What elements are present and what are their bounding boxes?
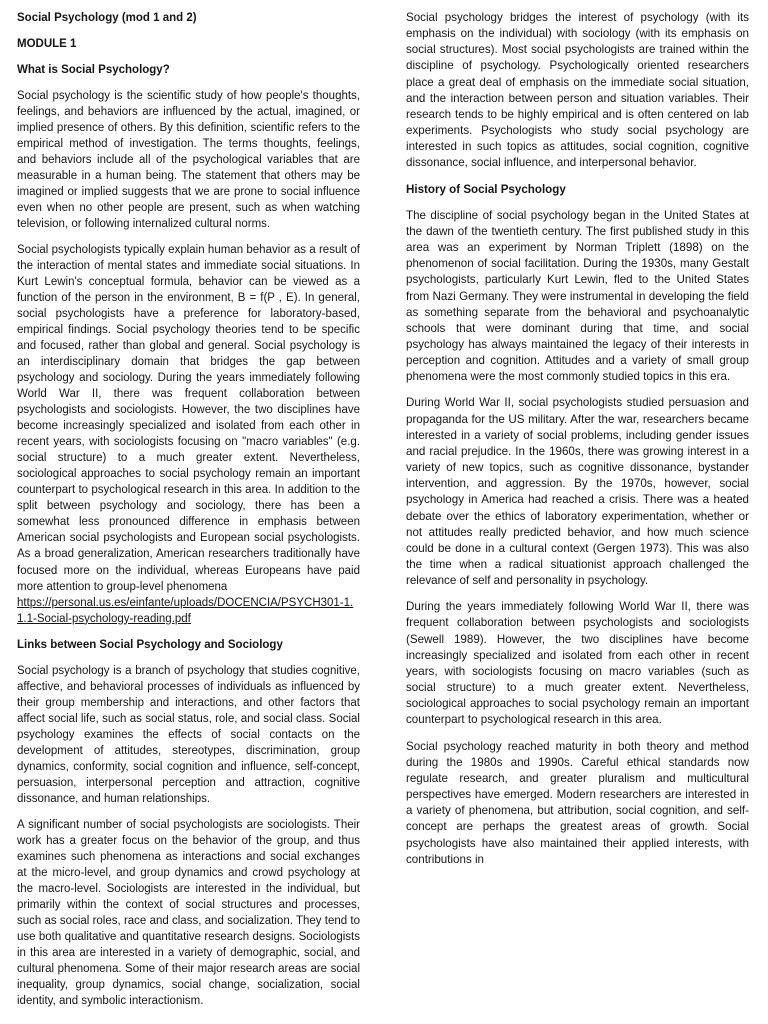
section-heading-what-is: What is Social Psychology? (17, 64, 170, 77)
history-paragraph-2: During World War II, social psychologists studied persuasion and propaganda for the US military. After the war, researchers became interested in a variety of social problems, including gender issues and racial prejudice. In the 1960s, there was growing interest in a variety of new topics, such as cognitive dissonance, bystander intervention, and aggression. By the 1970s, however, social psychology in America had reached a crisis. There was a heated debate over the ethics of laboratory experimentation, whether or not attitudes really predicted behavior, and how much science could be done in a cultural context (Gergen 1973). This was also the time when a radical situationist approach challenged the relevance of self and personality in psychology. (406, 396, 749, 588)
history-paragraph-3: During the years immediately following World War II, there was frequent collaboration between psychologists and sociologists (Sewell 1989). However, the two disciplines have become increasingly specialized and isolated from each other in recent years, with sociologists focusing on macro variables (such as social structure) to a much greater extent. Nevertheless, sociological approaches to social psychology remain an important counterpart to psychological research in this area. (406, 600, 749, 727)
reference-link[interactable]: https://personal.us.es/einfante/uploads/DOCENCIA/PSYCH301-1.1.1-Social-psychology-reading.pdf (17, 596, 354, 625)
what-is-paragraph-1: Social psychology is the scientific study of how people's thoughts, feelings, and behaviors are influenced by the actual, imagined, or implied presence of others. By this definition, scientific refers to the empirical method of investigation. The terms thoughts, feelings, and behaviors include all of the psychological variables that are measurable in a human being. The statement that others may be imagined or implied suggests that we are prone to social influence even when no other people are present, such as when watching television, or following internalized cultural norms. (17, 90, 360, 231)
right-column (406, 10, 749, 878)
document-title: Social Psychology (mod 1 and 2) (17, 12, 197, 24)
reference-link-line (17, 595, 360, 627)
history-paragraph-1: The discipline of social psychology began in the United States at the dawn of the twentieth century. The first published study in this area was an experiment by Norman Triplett (1898) on the phenomenon of social facilitation. During the 1930s, many Gestalt psychologists, particularly Kurt Lewin, fled to the United States from Nazi Germany. They were instrumental in developing the field as something separate from the behavioral and psychoanalytic schools that were dominant during that time, and social psychology has always maintained the legacy of their interests in perception and cognition. Attitudes and a variety of small group phenomena were the most commonly studied topics in this era. (406, 208, 749, 384)
links-paragraph-2: A significant number of social psychologists are sociologists. Their work has a greater focus on the behavior of the group, and thus examines such phenomena as interactions and social exchanges at the micro-level, and group dynamics and crowd psychology at the macro-level. Sociologists are interested in the individual, but primarily within the context of social structures and processes, such as social roles, race and class, and socialization. They tend to use both qualitative and quantitative research designs. Sociologists in this area are interested in a variety of demographic, social, and cultural phenomena. Some of their major research areas are social inequality, group dynamics, social change, socialization, social identity, and symbolic interactionism. (17, 818, 360, 1007)
section-heading-links: Links between Social Psychology and Sociology (17, 638, 283, 651)
what-is-paragraph-2-text: Social psychologists typically explain human behavior as a result of the interaction of mental states and immediate social situations. In Kurt Lewin's conceptual formula, behavior can be viewed as a function of the person in the environment, B = f(P , E). In general, social psychologists have a preference for laboratory-based, empirical findings. Social psychology theories tend to be specific and focused, rather than global and general. Social psychology is an interdisciplinary domain that bridges the gap between psychology and sociology. During the years immediately following World War II, there was frequent collaboration between psychologists and sociologists. However, the two disciplines have become increasingly specialized and isolated from each other in recent years, with sociologists focusing on "macro variables" (e.g. social structure) to a much greater extent. Nevertheless, sociological approaches to social psychology remain an important counterpart to psychological research in this area. In addition to the split between psychology and sociology, there has been a somewhat less pronounced difference in emphasis between American social psychologists and European social psychologists. As a broad generalization, American researchers traditionally have focused more on the individual, whereas Europeans have paid more attention to group-level phenomena (17, 244, 360, 593)
what-is-paragraph-2 (17, 242, 360, 594)
history-paragraph-4: Social psychology reached maturity in both theory and method during the 1980s and 1990s. Careful ethical standards now regulate research, and greater pluralism and multicultural perspectives have emerged. Modern researchers are interested in a variety of phenomena, but attribution, social cognition, and self-concept are perhaps the greatest areas of growth. Social psychologists have also maintained their applied interests, with contributions in (406, 739, 749, 866)
left-column (17, 10, 360, 1019)
links-paragraph-3: Social psychology bridges the interest of psychology (with its emphasis on the individual) with sociology (with its emphasis on social structures). Most social psychologists are trained within the discipline of psychology. Psychologically oriented researchers place a great deal of emphasis on the immediate social situation, and the interaction between person and situation variables. Their research tends to be highly empirical and is often centered on lab experiments. Psychologists who study social psychology are interested in such topics as attitudes, social cognition, cognitive dissonance, social influence, and interpersonal behavior. (406, 11, 749, 170)
links-paragraph-1: Social psychology is a branch of psychology that studies cognitive, affective, and behavioral processes of individuals as influenced by their group membership and interactions, and other factors that affect social life, such as social status, role, and social class. Social psychology examines the effects of social contacts on the development of attitudes, stereotypes, discrimination, group dynamics, conformity, social cognition and influence, self-concept, persuasion, interpersonal perception and attraction, cognitive dissonance, and human relationships. (17, 664, 360, 805)
section-heading-history: History of Social Psychology (406, 182, 566, 196)
module-heading: MODULE 1 (17, 38, 77, 51)
